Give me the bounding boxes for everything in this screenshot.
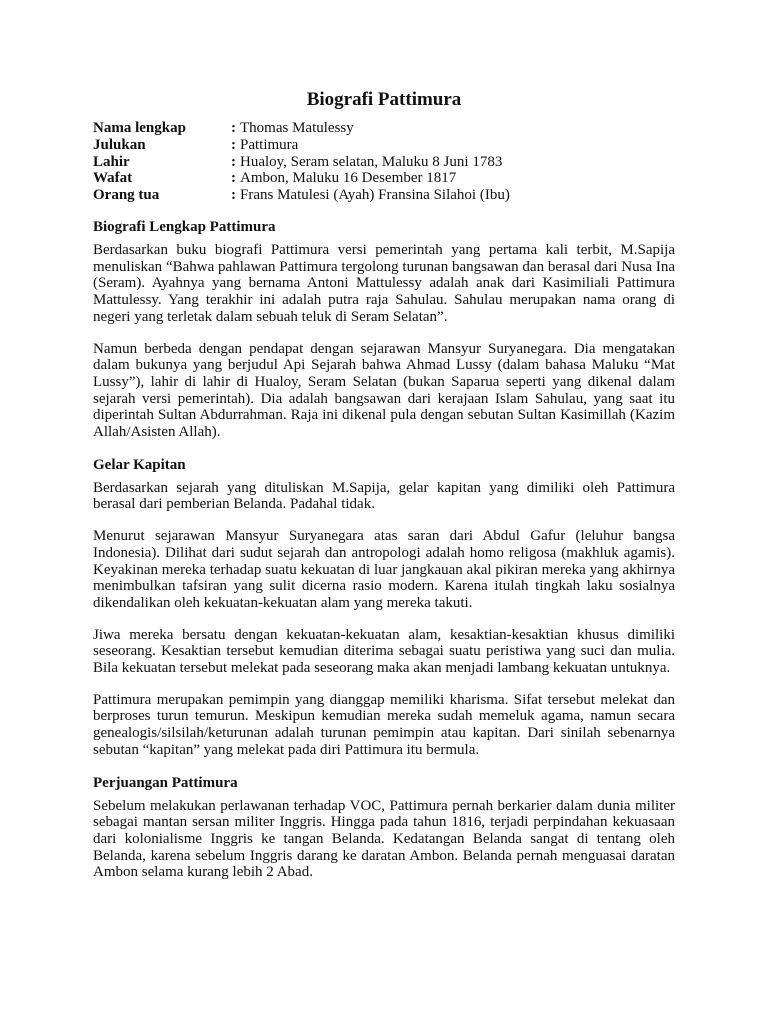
biodata-label: Lahir — [93, 153, 130, 170]
colon-separator: : — [231, 187, 236, 204]
paragraph: Jiwa mereka bersatu dengan kekuatan-kekuatan alam, kesaktian-kesaktian khusus dimiliki seseorang. Kesaktian tersebut kemudian diterima sebagai suatu peristiwa yang suci dan mulia. Bila kekuatan tersebut melekat pada seseorang maka akan menjadi lambang kekuatan untuknya. — [93, 626, 675, 677]
biodata-label: Julukan — [93, 136, 146, 153]
biodata-value: Pattimura — [240, 136, 299, 153]
colon-separator: : — [231, 120, 236, 136]
biodata-value: Hualoy, Seram selatan, Maluku 8 Juni 1783 — [240, 153, 503, 170]
paragraph: Sebelum melakukan perlawanan terhadap VOC, Pattimura pernah berkarier dalam dunia militer sebagai mantan sersan militer Inggris. Hingga pada tahun 1816, terjadi perpindahan kekuasaan dari kolonialisme Inggris ke tangan Belanda. Kedatangan Belanda sangat di tentang oleh Belanda, karena sebelum Inggris darang ke daratan Ambon. Belanda pernah menguasai daratan Ambon selama kurang lebih 2 Abad. — [93, 797, 675, 881]
document-body — [93, 218, 675, 896]
biodata-row-julukan — [93, 137, 675, 154]
paragraph: Berdasarkan sejarah yang dituliskan M.Sapija, gelar kapitan yang dimiliki oleh Pattimura berasal dari pemberian Belanda. Padahal tidak. — [93, 479, 675, 513]
biodata-value: Frans Matulesi (Ayah) Fransina Silahoi (Ibu) — [240, 187, 510, 204]
biodata-label: Wafat — [93, 170, 133, 187]
biodata-value: Thomas Matulessy — [240, 120, 354, 136]
paragraph: Pattimura merupakan pemimpin yang dianggap memiliki kharisma. Sifat tersebut melekat dan berproses turun temurun. Meskipun kemudian mereka sudah memeluk agama, namun secara genealogis/silsilah/keturunan adalah turunan pemimpin atau kapitan. Dari sinilah sebenarnya sebutan “kapitan” yang melekat pada diri Pattimura itu bermula. — [93, 691, 675, 758]
section-gelar-kapitan — [93, 456, 675, 759]
biodata-value: Ambon, Maluku 16 Desember 1817 — [240, 170, 457, 187]
paragraph: Namun berbeda dengan pendapat dengan sejarawan Mansyur Suryanegara. Dia mengatakan dalam bukunya yang berjudul Api Sejarah bahwa Ahmad Lussy (dalam bahasa Maluku “Mat Lussy”), lahir di lahir di Hualoy, Seram Selatan (bukan Saparua seperti yang dikenal dalam sejarah versi pemerintah). Dia adalah bangsawan dari kerajaan Islam Sahulau, yang saat itu diperintah Sultan Abdurrahman. Raja ini dikenal pula dengan sebutan Sultan Kasimillah (Kazim Allah/Asisten Allah). — [93, 340, 675, 441]
colon-separator: : — [231, 170, 236, 187]
section-heading: Gelar Kapitan — [93, 456, 186, 473]
biodata-row-orang-tua — [93, 187, 675, 204]
section-biografi-lengkap — [93, 218, 675, 441]
section-perjuangan — [93, 774, 675, 882]
section-heading: Perjuangan Pattimura — [93, 774, 238, 791]
biodata-label: Orang tua — [93, 187, 160, 204]
paragraph: Menurut sejarawan Mansyur Suryanegara atas saran dari Abdul Gafur (leluhur bangsa Indonesia). Dilihat dari sudut sejarah dan antropologi adalah homo religosa (makhluk agamis). Keyakinan mereka terhadap suatu kekuatan di luar jangkauan akal pikiran mereka yang akhirnya menimbulkan tafsiran yang sulit dicerna rasio modern. Karena itulah tingkah laku sosialnya dikendalikan oleh kekuatan-kekuatan alam yang mereka takuti. — [93, 528, 675, 611]
document-title: Biografi Pattimura — [306, 89, 462, 110]
biodata-label: Nama lengkap — [93, 120, 186, 136]
biodata-row-wafat — [93, 170, 675, 187]
paragraph: Berdasarkan buku biografi Pattimura versi pemerintah yang pertama kali terbit, M.Sapija menuliskan “Bahwa pahlawan Pattimura tergolong turunan bangsawan dan berasal dari Nusa Ina (Seram). Ayahnya yang bernama Antoni Mattulessy adalah anak dari Kasimiliali Pattimura Mattulessy. Yang terakhir ini adalah putra raja Sahulau. Sahulau merupakan nama orang di negeri yang terletak dalam sebuah teluk di Seram Selatan”. — [93, 242, 675, 325]
colon-separator: : — [231, 136, 236, 153]
biodata-table — [93, 120, 675, 204]
biodata-row-nama — [93, 120, 675, 137]
biodata-row-lahir — [93, 154, 675, 171]
section-heading: Biografi Lengkap Pattimura — [93, 219, 276, 235]
colon-separator: : — [231, 153, 236, 170]
